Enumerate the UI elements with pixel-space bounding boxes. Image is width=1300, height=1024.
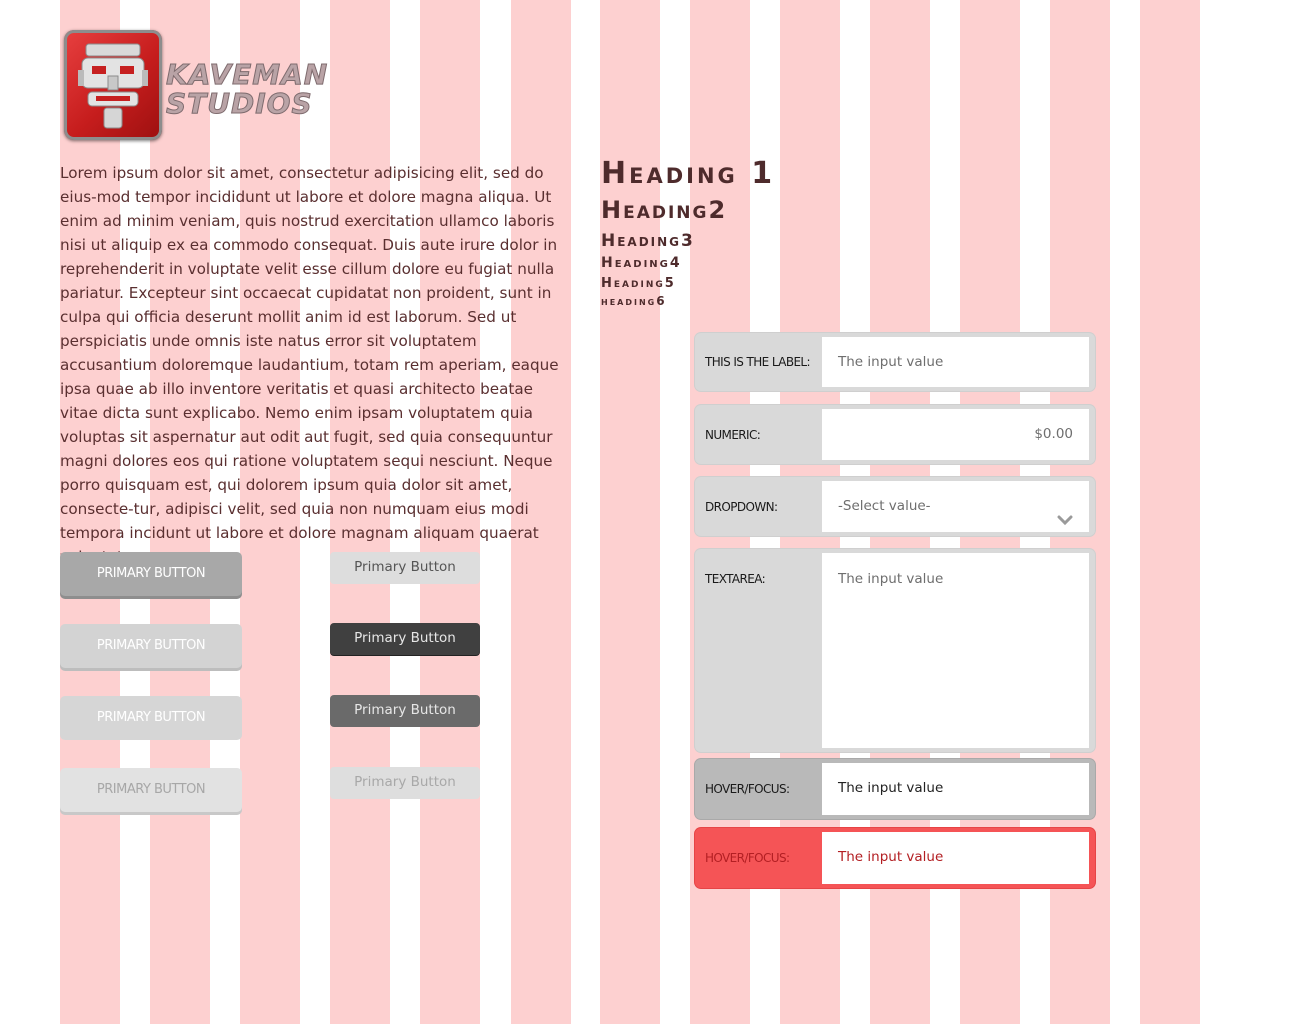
secondary-button-dark[interactable]: Primary Button — [330, 623, 480, 655]
dropdown-field-label: DROPDOWN: — [705, 500, 778, 514]
error-input[interactable]: The input value — [822, 832, 1089, 884]
hover-focus-field-row — [695, 759, 1095, 819]
grid-column — [600, 0, 660, 1024]
numeric-field-row — [695, 405, 1095, 464]
heading-3: Heading3 — [601, 231, 695, 251]
text-field-row — [695, 333, 1095, 391]
textarea-field-row — [695, 549, 1095, 752]
numeric-field-label: NUMERIC: — [705, 428, 761, 442]
secondary-button-medium[interactable]: Primary Button — [330, 695, 480, 727]
brand-logo — [64, 30, 329, 142]
heading-1: Heading 1 — [601, 156, 776, 191]
heading-6: heading6 — [601, 294, 667, 308]
error-field-label: HOVER/FOCUS: — [705, 851, 790, 865]
primary-button-default[interactable]: PRIMARY BUTTON — [60, 552, 242, 596]
primary-button-pressed[interactable]: PRIMARY BUTTON — [60, 696, 242, 740]
tiki-mask-icon — [64, 30, 162, 140]
dropdown-selected-value: -Select value- — [838, 498, 931, 514]
text-field-label: THIS IS THE LABEL: — [705, 355, 810, 369]
hover-focus-field-label: HOVER/FOCUS: — [705, 782, 790, 796]
textarea-field-label: TEXTAREA: — [705, 572, 766, 586]
brand-name-line2: STUDIOS — [166, 87, 313, 120]
secondary-button-light[interactable]: Primary Button — [330, 552, 480, 584]
secondary-button-disabled[interactable]: Primary Button — [330, 767, 480, 799]
primary-button-disabled[interactable]: PRIMARY BUTTON — [60, 768, 242, 812]
chevron-down-icon[interactable] — [1057, 499, 1073, 515]
brand-name-line1: KAVEMAN — [166, 58, 329, 91]
grid-column — [1140, 0, 1200, 1024]
dropdown-field-row — [695, 477, 1095, 536]
numeric-field-input[interactable]: $0.00 — [822, 409, 1089, 460]
body-paragraph: Lorem ipsum dolor sit amet, consectetur adipisicing elit, sed do eius-mod tempor incididunt ut labore et dolore magna aliqua. Ut enim ad minim veniam, quis nostrud exercitation ullamco laboris nisi ut aliquip ex ea commodo consequat. Duis aute irure dolor in reprehenderit in voluptate velit esse cillum dolore eu fugiat nulla pariatur. Excepteur sint occaecat cupidatat non proident, sunt in culpa qui officia deserunt mollit anim id est laborum. Sed ut perspiciatis unde omnis iste natus error sit voluptatem accusantium doloremque laudantium, totam rem aperiam, eaque ipsa quae ab illo inventore veritatis et quasi architecto beatae vitae dicta sunt explicabo. Nemo enim ipsam voluptatem quia voluptas sit aspernatur aut odit aut fugit, sed quia consequuntur magni dolores eos qui ratione voluptatem sequi nesciunt. Neque porro quisquam est, qui dolorem ipsum quia dolor sit amet, consecte-tur, adipisci velit, sed quia non numquam eius modi tempora incidunt ut labore et dolore magnam aliquam quaerat — [60, 164, 559, 542]
text-field-input[interactable]: The input value — [822, 337, 1089, 387]
textarea-input[interactable]: The input value — [822, 553, 1089, 748]
heading-2: Heading2 — [601, 196, 728, 224]
hover-focus-input[interactable]: The input value — [822, 763, 1089, 815]
heading-4: Heading4 — [601, 255, 682, 271]
primary-button-hover[interactable]: PRIMARY BUTTON — [60, 624, 242, 668]
error-field-row — [695, 828, 1095, 888]
heading-5: Heading5 — [601, 276, 676, 291]
dropdown-select[interactable] — [822, 481, 1089, 532]
